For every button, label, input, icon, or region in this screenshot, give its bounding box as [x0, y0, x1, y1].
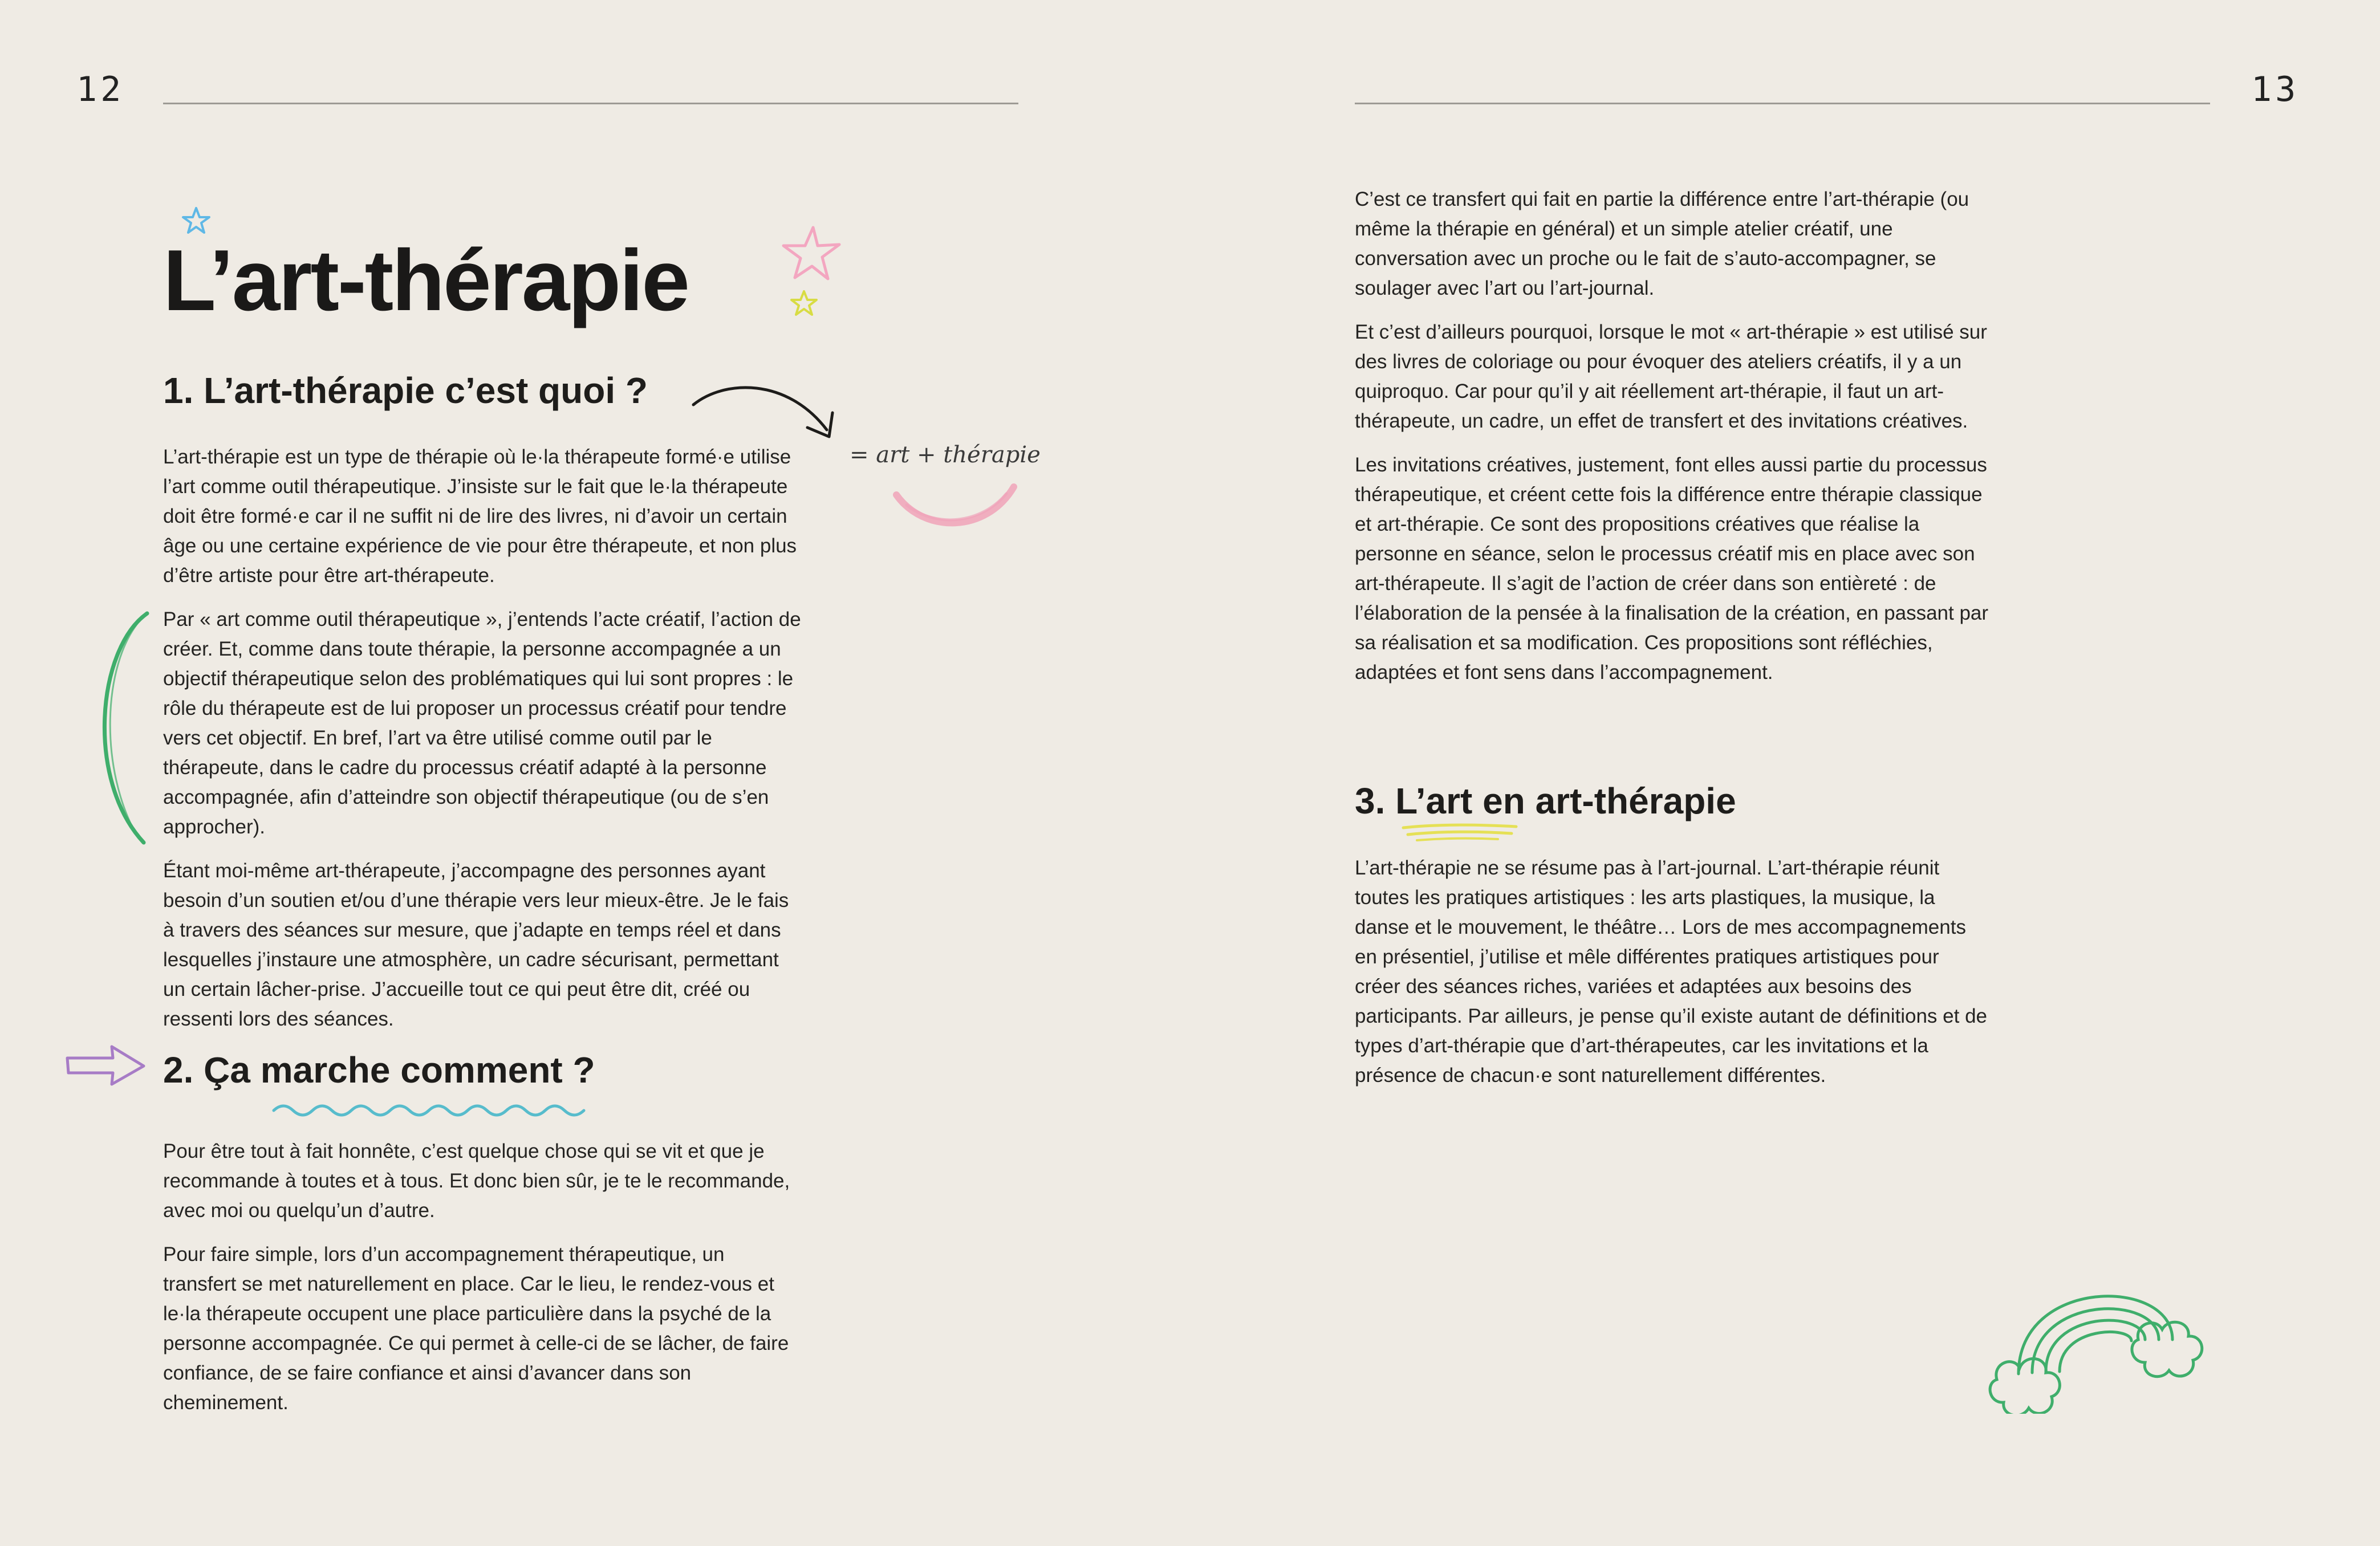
star-icon: [790, 290, 818, 317]
header-rule-left: [163, 103, 1018, 104]
intro-body: [1355, 185, 1996, 702]
paragraph: Par « art comme outil thérapeutique », j’entends l’acte créatif, l’action de créer. Et, comme dans toute thérapie, la personne accompagnée a un objectif thérapeutique selon des problématiques qui lui sont propres : le rôle du thérapeute est de lui proposer un processus créatif pour tendre vers cet objectif. En bref, l’art va être utilisé comme outil par le thérapeute, dans le cadre du processus créatif adapté à la personne accompagnée, afin d’atteindre son objectif thérapeutique (ou de s’en approcher).: [163, 608, 801, 838]
paragraph: L’art-thérapie ne se résume pas à l’art-journal. L’art-thérapie réunit toutes les pratiques artistiques : les arts plastiques, la musique, la danse et le mouvement, le théâtre… Lors de mes accompagnements en présentiel, j’utilise et mêle différentes pratiques artistiques pour créer des séances riches, variées et adaptées aux besoins des participants. Par ailleurs, je pense qu’il existe autant de définitions et de types d’art-thérapie que d’art-thérapeutes, car les invitations et la présence de chacun·e sont naturellement différentes.: [1355, 857, 1987, 1087]
paragraph: Étant moi-même art-thérapeute, j’accompagne des personnes ayant besoin d’un soutien et/ou d’une thérapie vers leur mieux-être. Je le fais à travers des séances sur mesure, que j’adapte en temps réel et dans lesquelles j’instaure une atmosphère, un cadre sécurisant, permettant un certain lâcher-prise. J’accueille tout ce qui peut être dit, créé ou ressenti lors des séances.: [163, 860, 789, 1030]
annotation-text: = art + thérapie: [850, 442, 1041, 468]
section-3-body: [1355, 853, 1988, 1105]
page-number-left: 12: [76, 70, 125, 109]
star-icon: [780, 225, 843, 282]
rainbow-icon: [1984, 1243, 2224, 1414]
paragraph: Pour faire simple, lors d’un accompagnement thérapeutique, un transfert se met naturellement en place. Car le lieu, le rendez-vous et le·la thérapeute occupent une place particulière dans la psyché de la personne accompagnée. Ce qui permet à celle-ci de se lâcher, de faire confiance, de se faire confiance et ainsi d’avancer dans son cheminement.: [163, 1243, 789, 1414]
page-number-right: 13: [2251, 70, 2300, 109]
wave-underline-icon: [271, 1100, 591, 1120]
section-1-body: [163, 442, 805, 1048]
section-heading-2: 2. Ça marche comment ?: [163, 1049, 595, 1091]
paragraph: C’est ce transfert qui fait en partie la différence entre l’art-thérapie (ou même la thérapie en général) et un simple atelier créatif, une conversation avec un proche ou le fait de s’auto-accompagner, se soulager avec l’art ou l’art-journal.: [1355, 188, 1969, 299]
page-title: L’art-thérapie: [163, 232, 688, 329]
section-heading-3: 3. L’art en art-thérapie: [1355, 780, 1736, 821]
outline-arrow-icon: [64, 1042, 149, 1088]
highlight-underline-icon: [1400, 821, 1520, 844]
bracket-stroke-icon: [80, 609, 154, 848]
curved-arrow-icon: [690, 377, 844, 451]
paragraph: Et c’est d’ailleurs pourquoi, lorsque le mot « art-thérapie » est utilisé sur des livres de coloriage ou pour évoquer des ateliers créatifs, il y a un quiproquo. Car pour qu’il y ait réellement art-thérapie, il faut un art-thérapeute, un cadre, un effet de transfert et des invitations créatives.: [1355, 321, 1987, 432]
paragraph: L’art-thérapie est un type de thérapie où le·la thérapeute formé·e utilise l’art comme outil thérapeutique. J’insiste sur le fait que le·la thérapeute doit être formé·e car il ne suffit ni de lire des livres, ni d’avoir un certain âge ou une certaine expérience de vie pour être thérapeute, et non plus d’être artiste pour être art-thérapeute.: [163, 446, 797, 587]
section-heading-1: 1. L’art-thérapie c’est quoi ?: [163, 370, 648, 411]
paragraph: Pour être tout à fait honnête, c’est quelque chose qui se vit et que je recommande à toutes et à tous. Et donc bien sûr, je te le recommande, avec moi ou quelqu’un d’autre.: [163, 1140, 790, 1222]
section-2-body: [163, 1137, 796, 1432]
paragraph: Les invitations créatives, justement, font elles aussi partie du processus thérapeutique, et créent cette fois la différence entre thérapie classique et art-thérapie. Ce sont des propositions créatives que réalise la personne en séance, selon le processus créatif mis en place avec son art-thérapeute. Il s’agit de l’action de créer dans son entièreté : de l’élaboration de la pensée à la finalisation de la création, en passant par sa réalisation et sa modification. Ces propositions sont réfléchies, adaptées et font sens dans l’accompagnement.: [1355, 454, 1989, 684]
header-rule-right: [1355, 103, 2210, 104]
smile-stroke-icon: [890, 479, 1021, 536]
